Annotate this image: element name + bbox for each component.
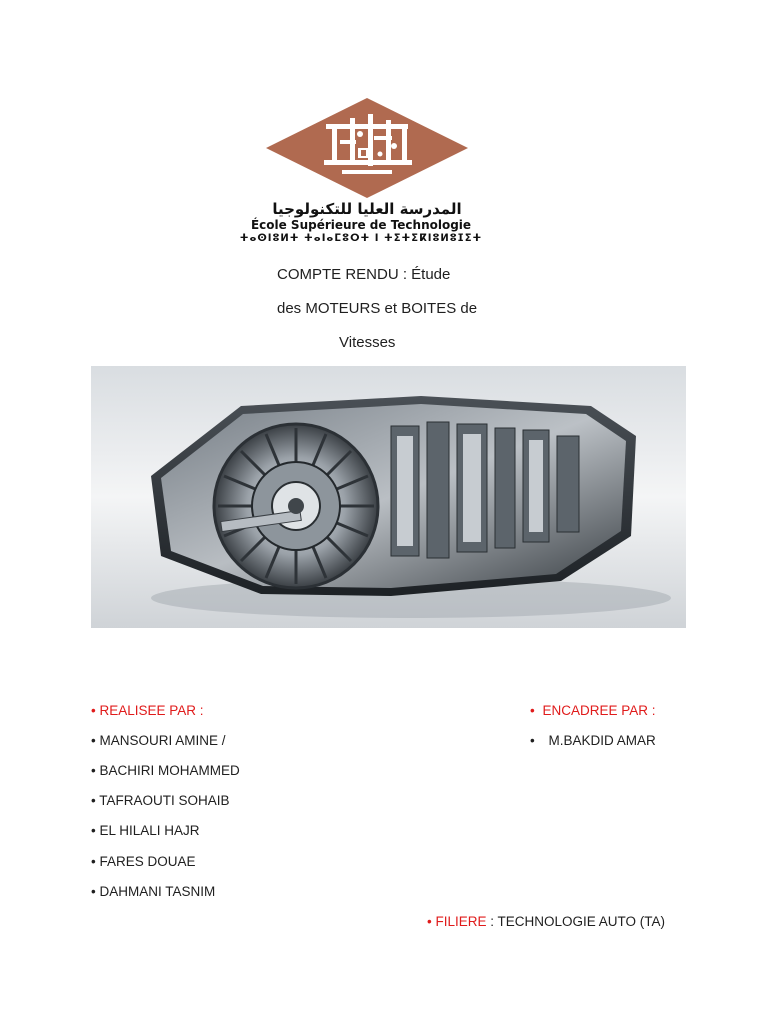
school-logo [228, 96, 524, 248]
bullet: • [91, 703, 96, 718]
report-title-line-3: Vitesses [339, 334, 396, 351]
bullet: • [530, 703, 535, 718]
school-emblem-icon [262, 96, 472, 200]
encadree-heading-label: ENCADREE PAR : [542, 703, 656, 718]
realisee-heading-label: REALISEE PAR : [99, 703, 204, 718]
member-name: DAHMANI TASNIM [99, 884, 216, 899]
member-name: EL HILALI HAJR [99, 823, 200, 838]
supervisor-name: M.BAKDID AMAR [548, 733, 656, 748]
school-name-french: École Supérieure de Technologie [250, 218, 472, 232]
school-name-tifinagh: ⵜⴰⵙⵏⵓⵍⵜ ⵜⴰⵏⴰⵎⵓⵔⵜ ⵏ ⵜⵉⵜⵉⴽⵏⵓⵍⵓⵊⵉⵜ [239, 233, 483, 244]
member-name: TAFRAOUTI SOHAIB [99, 793, 230, 808]
filiere-value: TECHNOLOGIE AUTO (TA) [497, 914, 666, 929]
list-item: • TAFRAOUTI SOHAIB [91, 793, 230, 808]
list-item: • FARES DOUAE [91, 854, 196, 869]
filiere-line [427, 914, 665, 930]
filiere-separator: : [486, 914, 498, 929]
member-name: FARES DOUAE [99, 854, 196, 869]
list-item: • DAHMANI TASNIM [91, 884, 216, 899]
school-name-arabic: المدرسة العليا للتكنولوجيا [272, 200, 462, 218]
bullet: • [427, 914, 432, 929]
list-item: • EL HILALI HAJR [91, 823, 200, 838]
filiere-label: FILIERE [435, 914, 487, 929]
gearbox-cutaway-image [91, 366, 686, 628]
encadree-heading [530, 703, 656, 719]
list-item: • M.BAKDID AMAR [530, 733, 656, 748]
member-name: BACHIRI MOHAMMED [99, 763, 240, 778]
report-title-line-1: COMPTE RENDU : Étude [277, 266, 451, 283]
member-name: MANSOURI AMINE / [99, 733, 226, 748]
list-item: • MANSOURI AMINE / [91, 733, 226, 748]
list-item: • BACHIRI MOHAMMED [91, 763, 240, 778]
report-title-line-2: des MOTEURS et BOITES de [277, 300, 478, 317]
realisee-heading [91, 703, 204, 719]
